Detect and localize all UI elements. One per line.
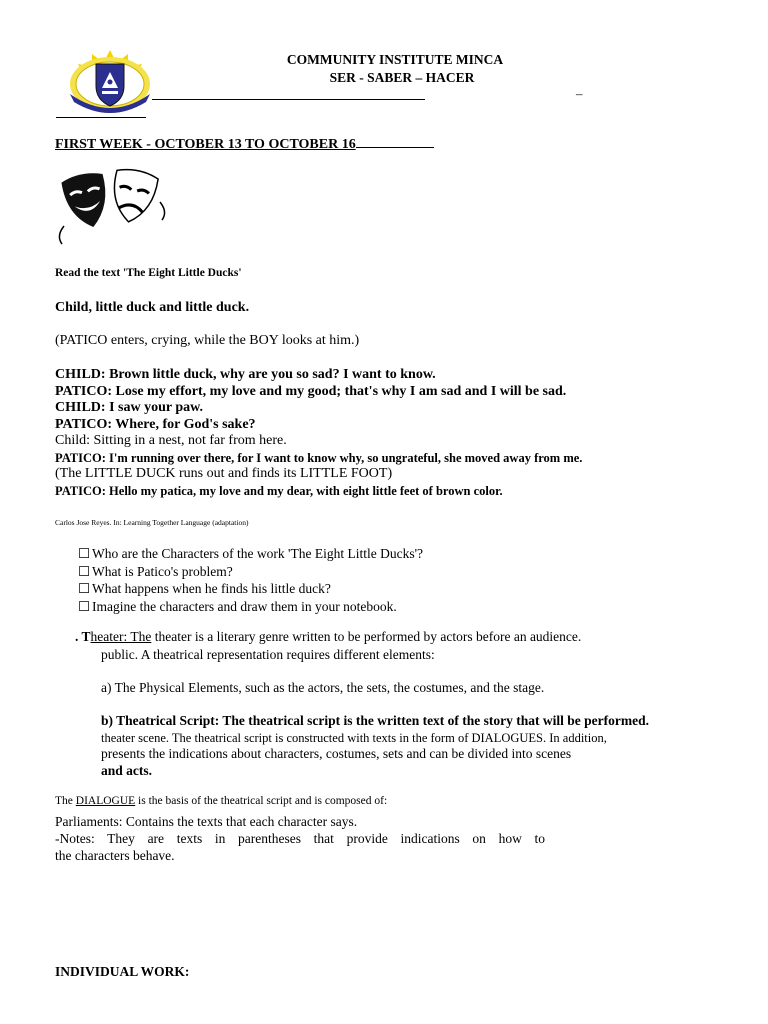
list-item: ☐ Who are the Characters of the work 'The Eight Little Ducks'? [78, 546, 423, 561]
dialogue-line: PATICO: Where, for God's sake? [55, 416, 256, 432]
checkbox-bullet-icon: ☐ [78, 546, 91, 561]
checkbox-bullet-icon: ☐ [78, 581, 91, 596]
reading-instruction: Read the text 'The Eight Little Ducks' [55, 267, 242, 279]
dialogue-line: CHILD: I saw your paw. [55, 400, 203, 415]
week-title-underline [356, 135, 434, 148]
theatrical-script-section: b) Theatrical Script: The theatrical script is the written text of the story that will be performed. theater scene. The theatrical script is constructed with texts in the form of DIALOGUES. In addition, presents the indications about characters, costumes, sets and can be divided into scenes and acts. [101, 713, 721, 779]
date-blank-line [56, 117, 146, 118]
checkbox-bullet-icon: ☐ [78, 563, 91, 579]
individual-work-heading: INDIVIDUAL WORK: [55, 964, 190, 979]
dialogue-line: Child: Sitting in a nest, not far from here. [55, 433, 287, 448]
list-item: ☐ What happens when he finds his little duck? [78, 581, 331, 596]
parliaments-item: Parliaments: Contains the texts that each character says. [55, 814, 358, 829]
header-dash: – [576, 86, 583, 101]
stage-direction: (PATICO enters, crying, while the BOY looks at him.) [55, 333, 360, 348]
dialogue-stage-direction: (The LITTLE DUCK runs out and finds its LITTLE FOOT) [55, 466, 393, 481]
dialogue-line: PATICO: Hello my patica, my love and my dear, with eight little feet of brown color. [55, 483, 503, 498]
dialogue-definition: The DIALOGUE is the basis of the theatrical script and is composed of: [55, 795, 388, 807]
list-item: ☐ Imagine the characters and draw them in your notebook. [78, 598, 397, 614]
theater-definition: . Theater: The theater is a literary genre written to be performed by actors before an audience. public. A theatrical representation requires different elements: [75, 629, 582, 662]
dialogue-line: PATICO: I'm running over there, for I want to know why, so ungrateful, she moved away from me. [55, 450, 583, 465]
checkbox-bullet-icon: ☐ [78, 598, 91, 614]
text-credit: Carlos Jose Reyes. In: Learning Together Language (adaptation) [55, 518, 249, 527]
play-subtitle: Child, little duck and little duck. [55, 300, 250, 315]
physical-elements: a) The Physical Elements, such as the actors, the sets, the costumes, and the stage. [101, 680, 545, 695]
theater-masks-icon [56, 166, 168, 248]
script-heading: b) Theatrical Script: The theatrical script is the written text of the story that will be performed. [101, 713, 650, 728]
week-title: FIRST WEEK - OCTOBER 13 TO OCTOBER 16 [55, 135, 434, 153]
play-dialogue [55, 367, 745, 499]
question-list [78, 545, 423, 615]
dialogue-line: PATICO: Lose my effort, my love and my good; that's why I am sad and I will be sad. [55, 383, 567, 399]
name-blank-line [152, 99, 425, 100]
school-name: COMMUNITY INSTITUTE MINCA [286, 52, 504, 67]
dialogue-line: CHILD: Brown little duck, why are you so sad? I want to know. [55, 367, 436, 382]
notes-item: -Notes: They are texts in parentheses that provide indications on how to [55, 831, 545, 846]
list-item: ☐ What is Patico's problem? [78, 563, 233, 579]
dialogue-components: Parliaments: Contains the texts that each character says. -Notes: They are texts in parentheses that provide indications on how to the characters behave. [55, 814, 545, 863]
school-motto: SER - SABER – HACER [329, 70, 475, 85]
document-header [0, 52, 768, 87]
